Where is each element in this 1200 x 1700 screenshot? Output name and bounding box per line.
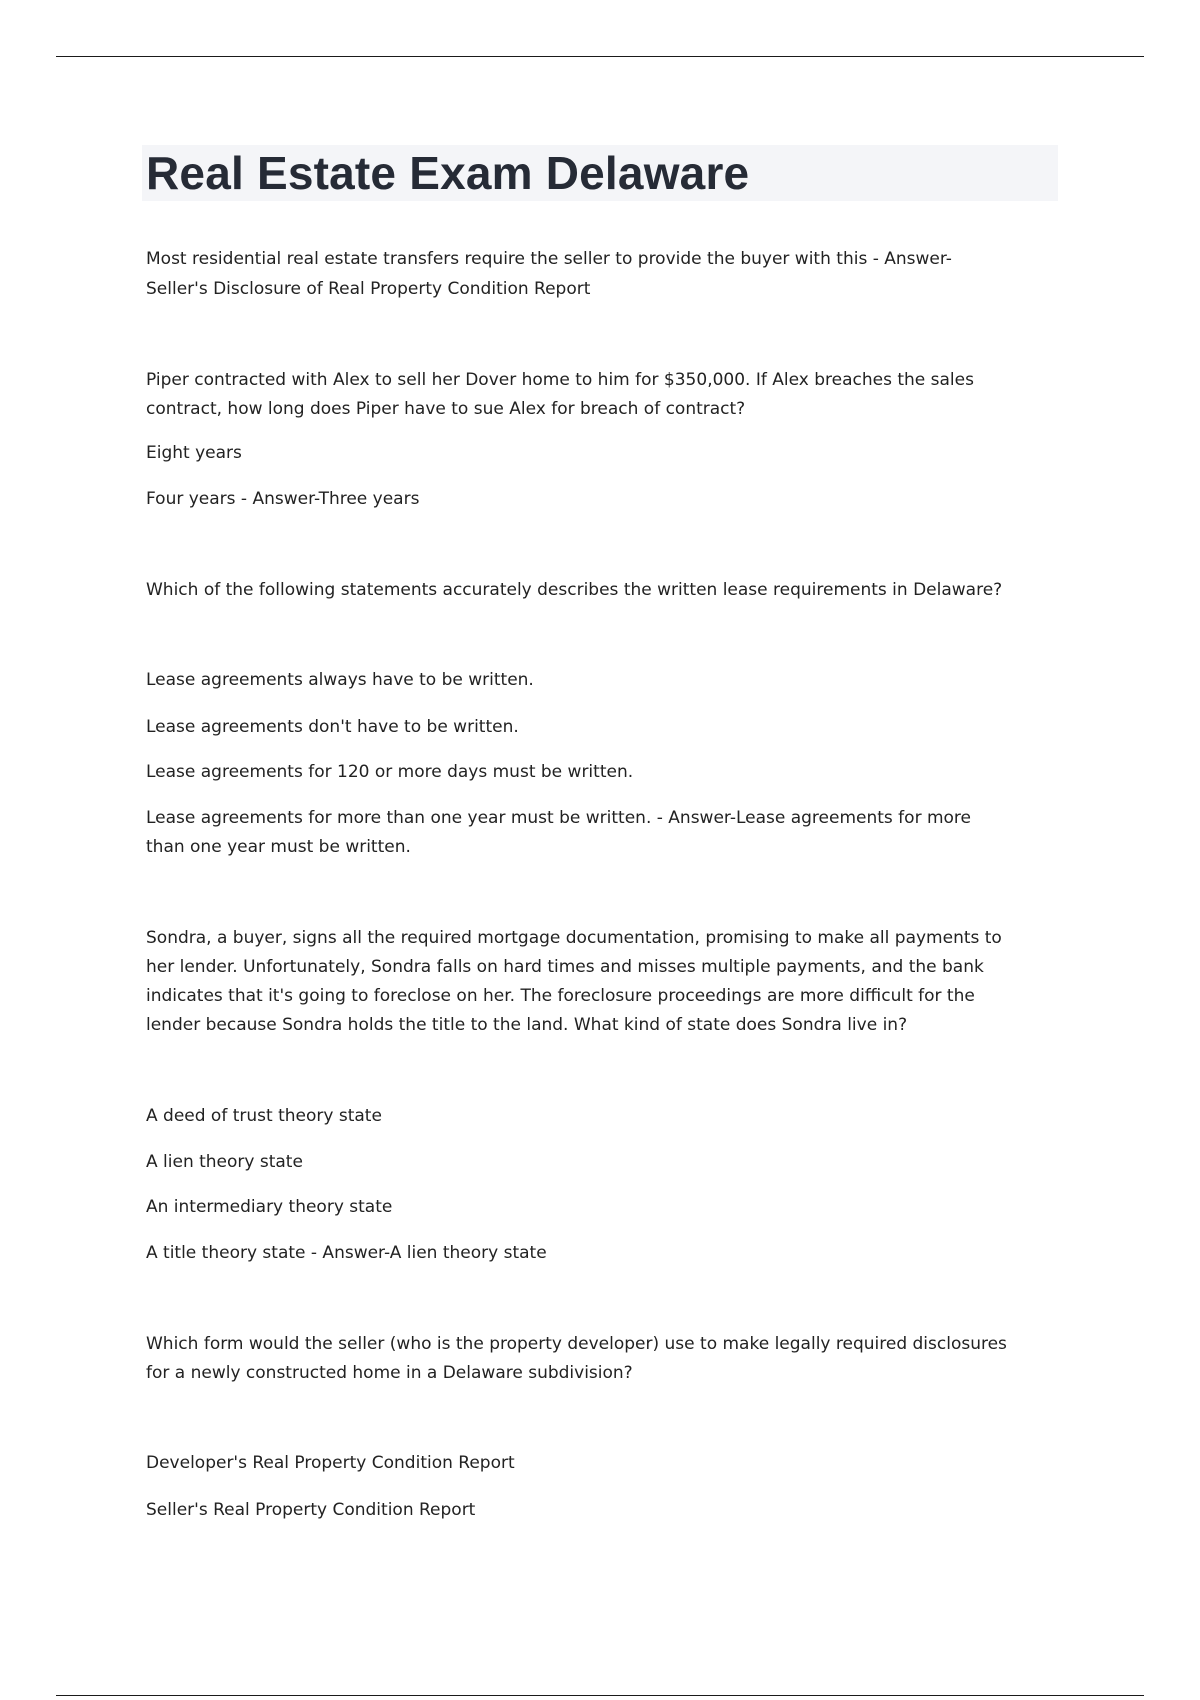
q5-option-1: Developer's Real Property Condition Report xyxy=(146,1453,515,1473)
q5-prompt-line-1: Which form would the seller (who is the property developer) use to make legally required disclosures xyxy=(146,1334,1007,1354)
header-rule xyxy=(56,56,1144,57)
q4-option-4: A title theory state - Answer-A lien theory state xyxy=(146,1243,547,1263)
q3-option-1: Lease agreements always have to be written. xyxy=(146,670,534,690)
q3-prompt-line-1: Which of the following statements accurately describes the written lease requirements in Delaware? xyxy=(146,580,1003,600)
q2-prompt-line-1: Piper contracted with Alex to sell her Dover home to him for $350,000. If Alex breaches the sales xyxy=(146,370,974,390)
q4-option-2: A lien theory state xyxy=(146,1152,303,1172)
q5-prompt-line-2: for a newly constructed home in a Delaware subdivision? xyxy=(146,1363,633,1383)
q2-option-2: Four years - Answer-Three years xyxy=(146,489,420,509)
q3-option-3: Lease agreements for 120 or more days must be written. xyxy=(146,762,634,782)
q4-prompt-line-1: Sondra, a buyer, signs all the required mortgage documentation, promising to make all payments to xyxy=(146,928,1002,948)
q1-prompt-line-1: Most residential real estate transfers require the seller to provide the buyer with this - Answer- xyxy=(146,249,952,269)
q4-prompt-line-3: indicates that it's going to foreclose on her. The foreclosure proceedings are more difficult for the xyxy=(146,986,975,1006)
footer-rule xyxy=(56,1695,1144,1696)
q4-prompt-line-4: lender because Sondra holds the title to the land. What kind of state does Sondra live in? xyxy=(146,1015,908,1035)
q4-option-1: A deed of trust theory state xyxy=(146,1106,382,1126)
q3-option-2: Lease agreements don't have to be written. xyxy=(146,717,519,737)
page-title: Real Estate Exam Delaware xyxy=(146,147,750,199)
q3-option-4-line-2: than one year must be written. xyxy=(146,837,411,857)
q2-option-1: Eight years xyxy=(146,443,242,463)
q2-prompt-line-2: contract, how long does Piper have to sue Alex for breach of contract? xyxy=(146,399,746,419)
q3-option-4-line-1: Lease agreements for more than one year must be written. - Answer-Lease agreements for more xyxy=(146,808,971,828)
q5-option-2: Seller's Real Property Condition Report xyxy=(146,1500,476,1520)
q4-prompt-line-2: her lender. Unfortunately, Sondra falls on hard times and misses multiple payments, and the bank xyxy=(146,957,984,977)
q1-prompt-line-2: Seller's Disclosure of Real Property Condition Report xyxy=(146,279,591,299)
q4-option-3: An intermediary theory state xyxy=(146,1197,393,1217)
